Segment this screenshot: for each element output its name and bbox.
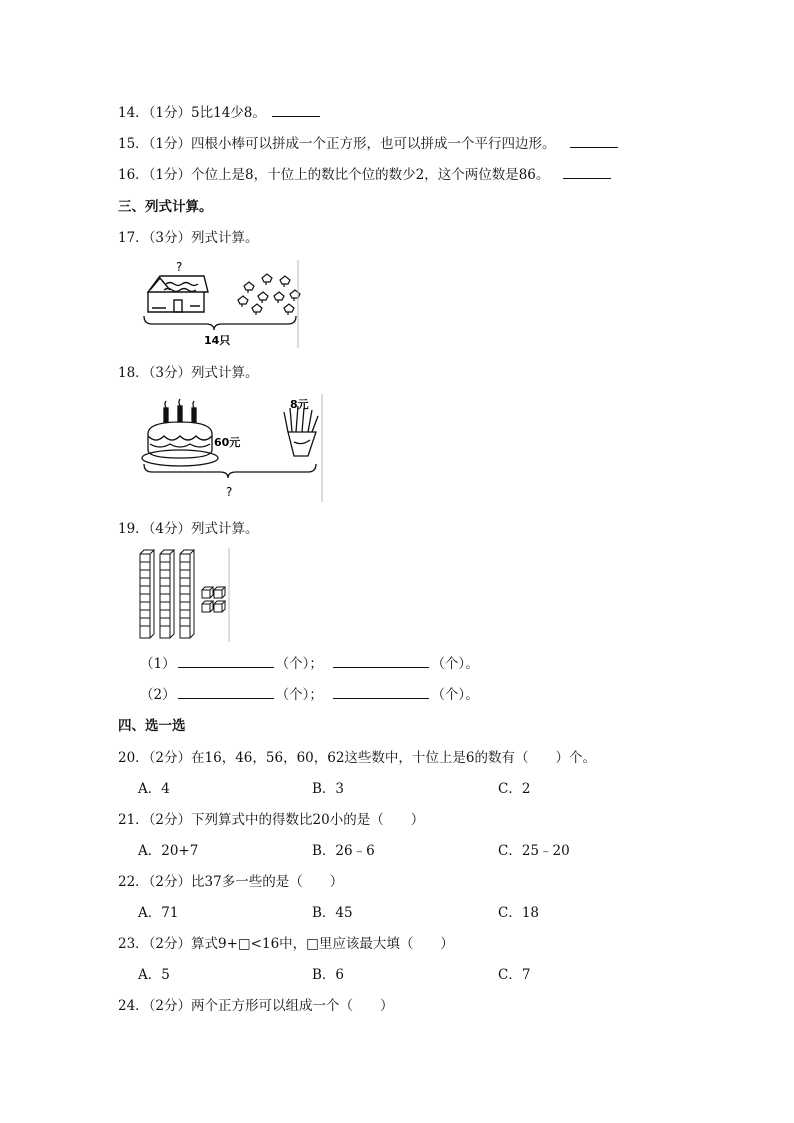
unit-label: （个） [431,687,466,703]
option-a[interactable]: A．5 [138,967,170,983]
option-a[interactable]: A．20+7 [138,843,199,859]
unit-label: （个） [431,656,466,672]
question-number: 14．（1分） [118,105,192,121]
option-c[interactable]: C．18 [498,905,540,921]
birds-icon [238,274,300,315]
fig-total-label: 14只 [204,334,231,347]
fig-question-mark: ? [176,260,183,274]
question-text: 个位上是8，十位上的数比个位的数少2，这个两位数是86。 [191,167,550,183]
question-16 [118,166,611,184]
brace [144,316,296,330]
q19-answer-row-2 [140,686,479,704]
question-text: 在16，46，56，60，62这些数中，十位上是6的数有（ ）个。 [191,750,597,766]
question-17 [118,229,259,247]
separator: ； [309,656,323,672]
answer-blank[interactable] [178,655,274,668]
row-label: （2） [140,687,176,703]
question-text: 下列算式中的得数比20小的是（ ） [191,812,425,828]
question-text: 5比14少8。 [191,105,266,121]
question-20 [118,749,596,767]
unit-cubes-icon [202,587,225,612]
house-icon [148,276,208,312]
option-c[interactable]: C．25﹣20 [498,843,570,859]
option-a[interactable]: A．71 [138,905,179,921]
question-21 [118,811,424,829]
fig-price-cake: 60元 [214,436,241,449]
ten-rods-icon [140,550,194,638]
fries-icon [284,406,318,456]
section-heading-3: 三、列式计算。 [118,199,213,215]
option-c[interactable]: C．7 [498,967,531,983]
answer-blank[interactable] [333,655,429,668]
question-text: 比37多一些的是（ ） [191,874,344,890]
question-number: 17．（3分） [118,230,192,246]
cake-icon [142,399,218,466]
q17-figure-house-birds [138,258,302,350]
fig-question-mark: ? [226,485,233,499]
answer-blank[interactable] [570,135,618,148]
question-number: 19．（4分） [118,521,192,537]
row-label: （1） [140,656,176,672]
fig-price-fries: 8元 [290,398,309,411]
question-number: 16．（1分） [118,167,192,183]
unit-label: （个） [275,656,310,672]
question-15 [118,135,618,153]
question-text: 四根小棒可以拼成一个正方形，也可以拼成一个平行四边形。 [191,136,556,152]
answer-blank[interactable] [333,686,429,699]
question-number: 15．（1分） [118,136,192,152]
option-c[interactable]: C．2 [498,781,531,797]
question-14 [118,104,320,122]
question-22 [118,873,343,891]
q19-answer-row-1 [140,655,479,673]
question-number: 24．（2分） [118,998,192,1014]
option-a[interactable]: A．4 [138,781,170,797]
question-number: 23．（2分） [118,936,192,952]
answer-blank[interactable] [178,686,274,699]
option-b[interactable]: B．6 [312,967,345,983]
end-mark: 。 [465,687,479,703]
end-mark: 。 [465,656,479,672]
question-23 [118,935,454,953]
q18-figure-cake-fries [138,394,324,504]
option-b[interactable]: B．3 [312,781,345,797]
option-b[interactable]: B．26﹣6 [312,843,375,859]
question-number: 22．（2分） [118,874,192,890]
unit-label: （个） [275,687,310,703]
separator: ； [309,687,323,703]
question-number: 18．（3分） [118,365,192,381]
section-heading-4: 四、选一选 [118,718,186,734]
question-number: 21．（2分） [118,812,192,828]
answer-blank[interactable] [272,104,320,117]
question-number: 20．（2分） [118,750,192,766]
question-text: 列式计算。 [191,521,259,537]
question-text: 算式9+□<16中，□里应该最大填（ ） [191,936,454,952]
question-text: 列式计算。 [191,230,259,246]
question-18 [118,364,259,382]
question-text: 列式计算。 [191,365,259,381]
question-text: 两个正方形可以组成一个（ ） [191,998,394,1014]
answer-blank[interactable] [563,166,611,179]
option-b[interactable]: B．45 [312,905,353,921]
q19-figure-blocks [136,548,232,644]
question-24 [118,997,394,1015]
question-19 [118,520,259,538]
